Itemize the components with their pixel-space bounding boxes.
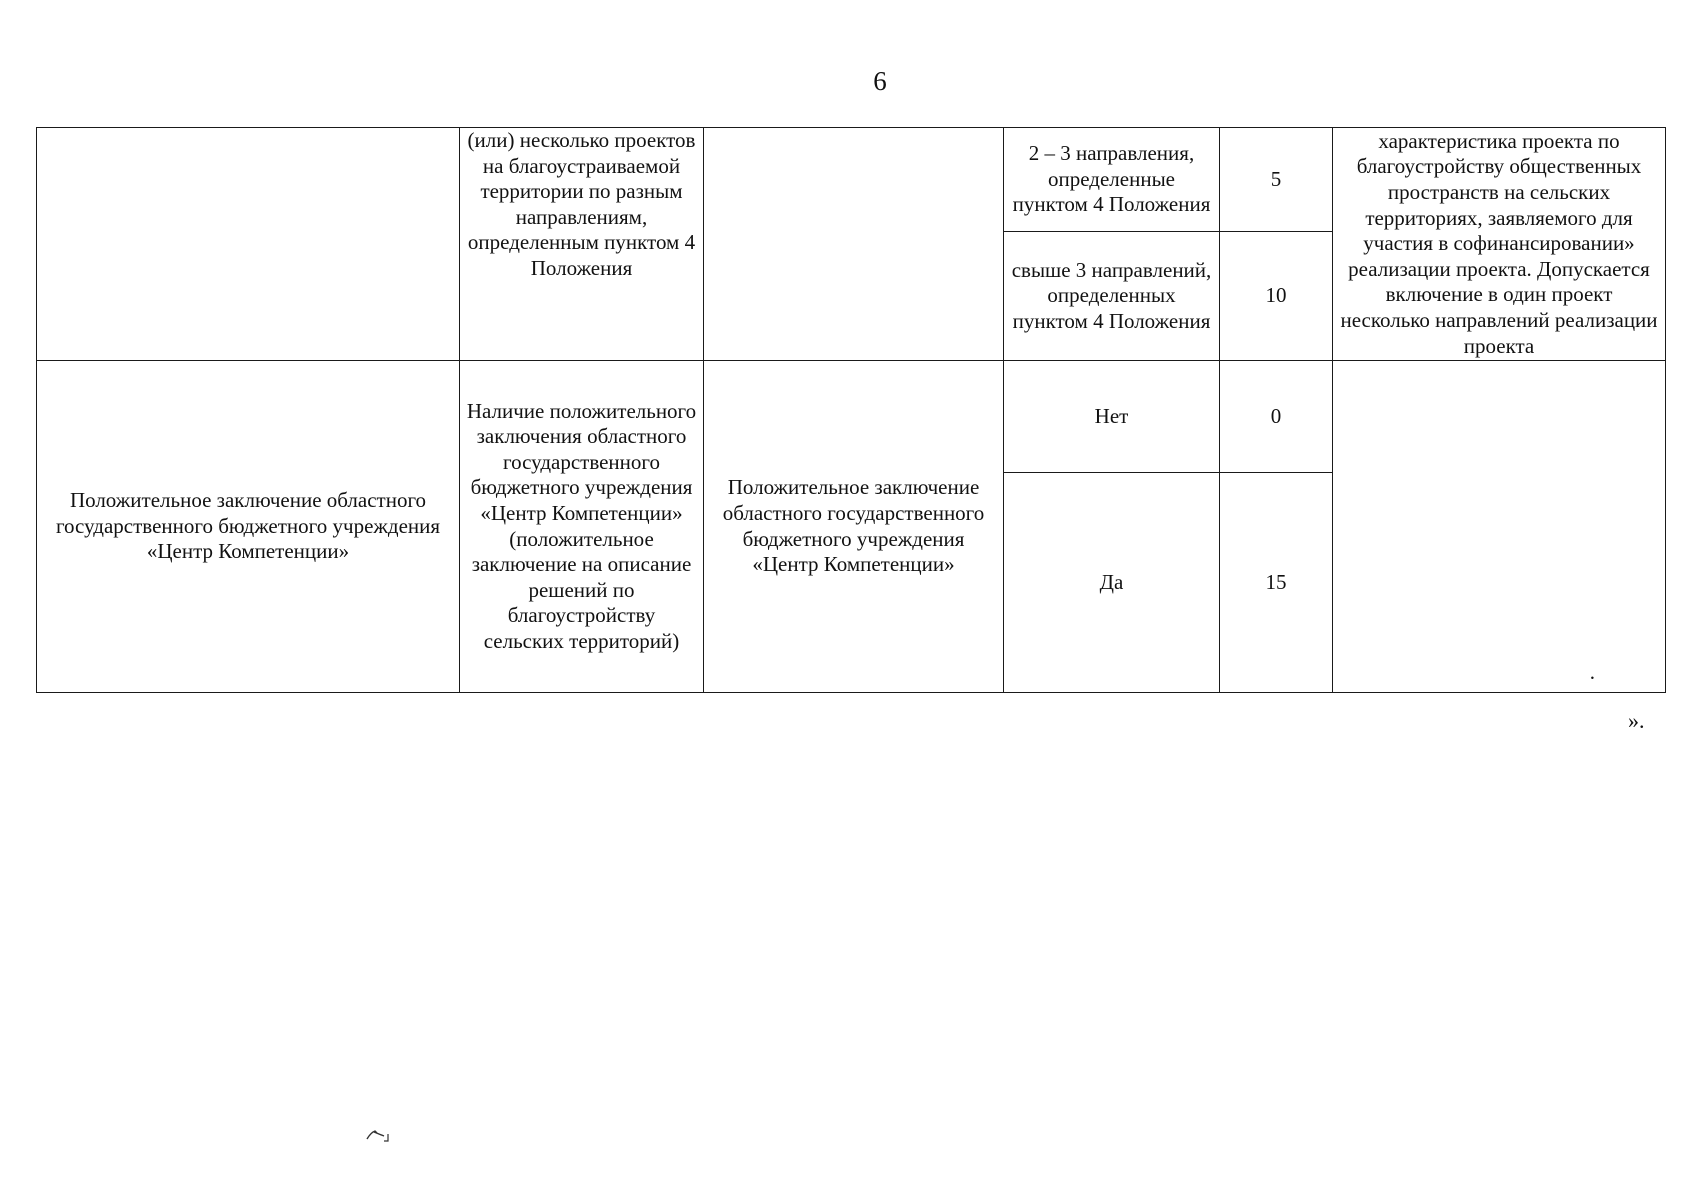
criterion-name-cell (37, 128, 460, 361)
table-row (37, 361, 1666, 473)
table-row (37, 128, 1666, 232)
criteria-table (36, 127, 1666, 693)
document-cell (704, 128, 1004, 361)
condition-cell: свыше 3 направлений, определенных пунктом 4 Положения (1004, 232, 1220, 361)
score-cell: 10 (1220, 232, 1333, 361)
closing-quote: ». (1628, 708, 1645, 733)
document-cell: Положительное заключение областного государственного бюджетного учреждения «Центр Компетенции» (704, 361, 1004, 693)
score-cell: 5 (1220, 128, 1333, 232)
score-cell: 0 (1220, 361, 1333, 473)
criterion-description-cell: Наличие положительного заключения областного государственного бюджетного учреждения «Центр Компетенции» (положительное заключение на описание решений по благоустройству сельских территорий) (460, 361, 704, 693)
criterion-description-cell: (или) несколько проектов на благоустраиваемой территории по разным направлениям, определенным пунктом 4 Положения (460, 128, 704, 361)
page-number: 6 (873, 66, 887, 96)
score-cell: 15 (1220, 473, 1333, 693)
criterion-name-cell: Положительное заключение областного государственного бюджетного учреждения «Центр Компетенции» (37, 361, 460, 693)
handwritten-mark-icon (364, 1124, 394, 1146)
condition-cell: Да (1004, 473, 1220, 693)
note-cell: . (1333, 361, 1666, 693)
note-cell: характеристика проекта по благоустройству общественных пространств на сельских территориях, заявляемого для участия в софинансировании» реализации проекта. Допускается включение в один проект несколько направлений реализации проекта (1333, 128, 1666, 361)
condition-cell: 2 – 3 направления, определенные пунктом 4 Положения (1004, 128, 1220, 232)
condition-cell: Нет (1004, 361, 1220, 473)
